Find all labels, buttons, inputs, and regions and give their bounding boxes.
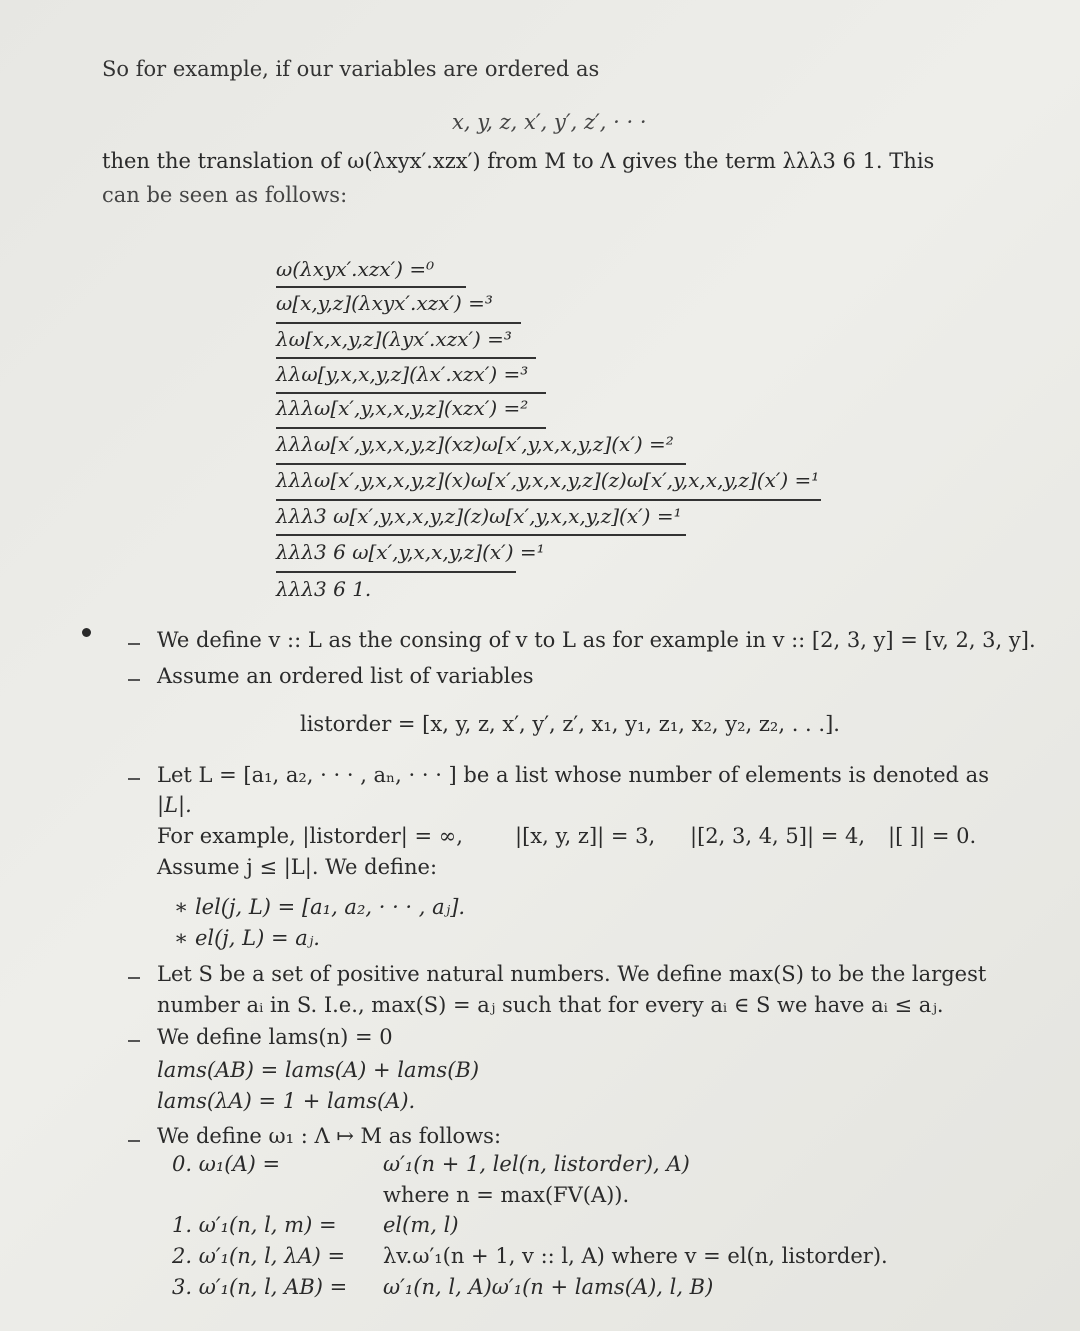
def-el: ∗ el(j, L) = aⱼ.: [174, 926, 320, 950]
dash-marker: [128, 977, 140, 979]
derivation-underline: [276, 322, 521, 324]
rule-0-where: where n = max(FV(A)).: [383, 1183, 630, 1207]
derivation-underline: [276, 286, 466, 288]
derivation-step: λλλ3 6 ω[x′,y,x,x,y,z](x′) =¹: [276, 540, 545, 564]
rule-2-left: 2. ω′₁(n, l, λA) =: [172, 1244, 346, 1268]
def-lams-2: lams(AB) = lams(A) + lams(B): [157, 1058, 480, 1082]
intro-line-2: then the translation of ω(λxyx′.xzx′) from M to Λ gives the term λλλ3 6 1. This: [102, 149, 935, 173]
def-max-2: number aᵢ in S. I.e., max(S) = aⱼ such that for every aᵢ ∈ S we have aᵢ ≤ aⱼ.: [157, 993, 944, 1017]
dash-marker: [128, 1040, 140, 1042]
derivation-step: λλλ3 ω[x′,y,x,x,y,z](z)ω[x′,y,x,x,y,z](x′) =¹: [276, 504, 682, 528]
bullet-dot: [82, 628, 91, 637]
def-lams-3: lams(λA) = 1 + lams(A).: [157, 1089, 416, 1113]
dash-marker: [128, 643, 140, 645]
def-let-L-2: |L|.: [157, 793, 192, 817]
derivation-underline: [276, 427, 546, 429]
rule-2-right: λv.ω′₁(n + 1, v :: l, A) where v = el(n, listorder).: [383, 1244, 888, 1268]
derivation-step: λλλω[x′,y,x,x,y,z](x)ω[x′,y,x,x,y,z](z)ω[x′,y,x,x,y,z](x′) =¹: [276, 468, 820, 492]
rule-1-left: 1. ω′₁(n, l, m) =: [172, 1213, 337, 1237]
example-empty: |[ ]| = 0.: [888, 824, 977, 848]
def-assume-order: Assume an ordered list of variables: [157, 664, 534, 688]
def-assume-j: Assume j ≤ |L|. We define:: [157, 855, 438, 879]
rule-0-left: 0. ω₁(A) =: [172, 1152, 281, 1176]
example-2345: |[2, 3, 4, 5]| = 4,: [690, 824, 866, 848]
derivation-step: ω(λxyx′.xzx′) =⁰: [276, 257, 435, 281]
rule-3-left: 3. ω′₁(n, l, AB) =: [172, 1275, 348, 1299]
def-max-1: Let S be a set of positive natural numbers. We define max(S) to be the largest: [157, 962, 987, 986]
dash-marker: [128, 1140, 140, 1142]
derivation-step: λλλω[x′,y,x,x,y,z](xz)ω[x′,y,x,x,y,z](x′) =²: [276, 432, 674, 456]
derivation-underline: [276, 463, 686, 465]
rule-1-right: el(m, l): [383, 1213, 459, 1237]
def-lams-1: We define lams(n) = 0: [157, 1025, 393, 1049]
intro-line-1: So for example, if our variables are ordered as: [102, 57, 600, 81]
derivation-underline: [276, 534, 686, 536]
dash-marker: [128, 679, 140, 681]
example-xyz: |[x, y, z]| = 3,: [515, 824, 656, 848]
derivation-step: λω[x,x,y,z](λyx′.xzx′) =³: [276, 327, 512, 351]
derivation-underline: [276, 357, 536, 359]
def-omega: We define ω₁ : Λ ↦ M as follows:: [157, 1124, 502, 1148]
def-cons: We define v :: L as the consing of v to L as for example in v :: [2, 3, y] = [v, 2, 3, y].: [157, 628, 1036, 652]
derivation-underline: [276, 571, 516, 573]
derivation-step: λλω[y,x,x,y,z](λx′.xzx′) =³: [276, 362, 529, 386]
derivation-step: ω[x,y,z](λxyx′.xzx′) =³: [276, 291, 493, 315]
def-lel: ∗ lel(j, L) = [a₁, a₂, · · · , aⱼ].: [174, 895, 466, 919]
derivation-underline: [276, 392, 546, 394]
def-let-L-1: Let L = [a₁, a₂, · · · , aₙ, · · · ] be a list whose number of elements is denoted as: [157, 763, 989, 787]
dash-marker: [128, 778, 140, 780]
rule-3-right: ω′₁(n, l, A)ω′₁(n + lams(A), l, B): [383, 1275, 714, 1299]
rule-0-right: ω′₁(n + 1, lel(n, listorder), A): [383, 1152, 690, 1176]
derivation-step: λλλω[x′,y,x,x,y,z](xzx′) =²: [276, 396, 529, 420]
example-listorder: For example, |listorder| = ∞,: [157, 824, 463, 848]
derivation-step: λλλ3 6 1.: [276, 577, 372, 601]
derivation-underline: [276, 499, 821, 501]
variable-order: x, y, z, x′, y′, z′, · · ·: [452, 110, 647, 134]
listorder-def: listorder = [x, y, z, x′, y′, z′, x₁, y₁, z₁, x₂, y₂, z₂, . . .].: [300, 712, 840, 736]
intro-line-3: can be seen as follows:: [102, 183, 348, 207]
